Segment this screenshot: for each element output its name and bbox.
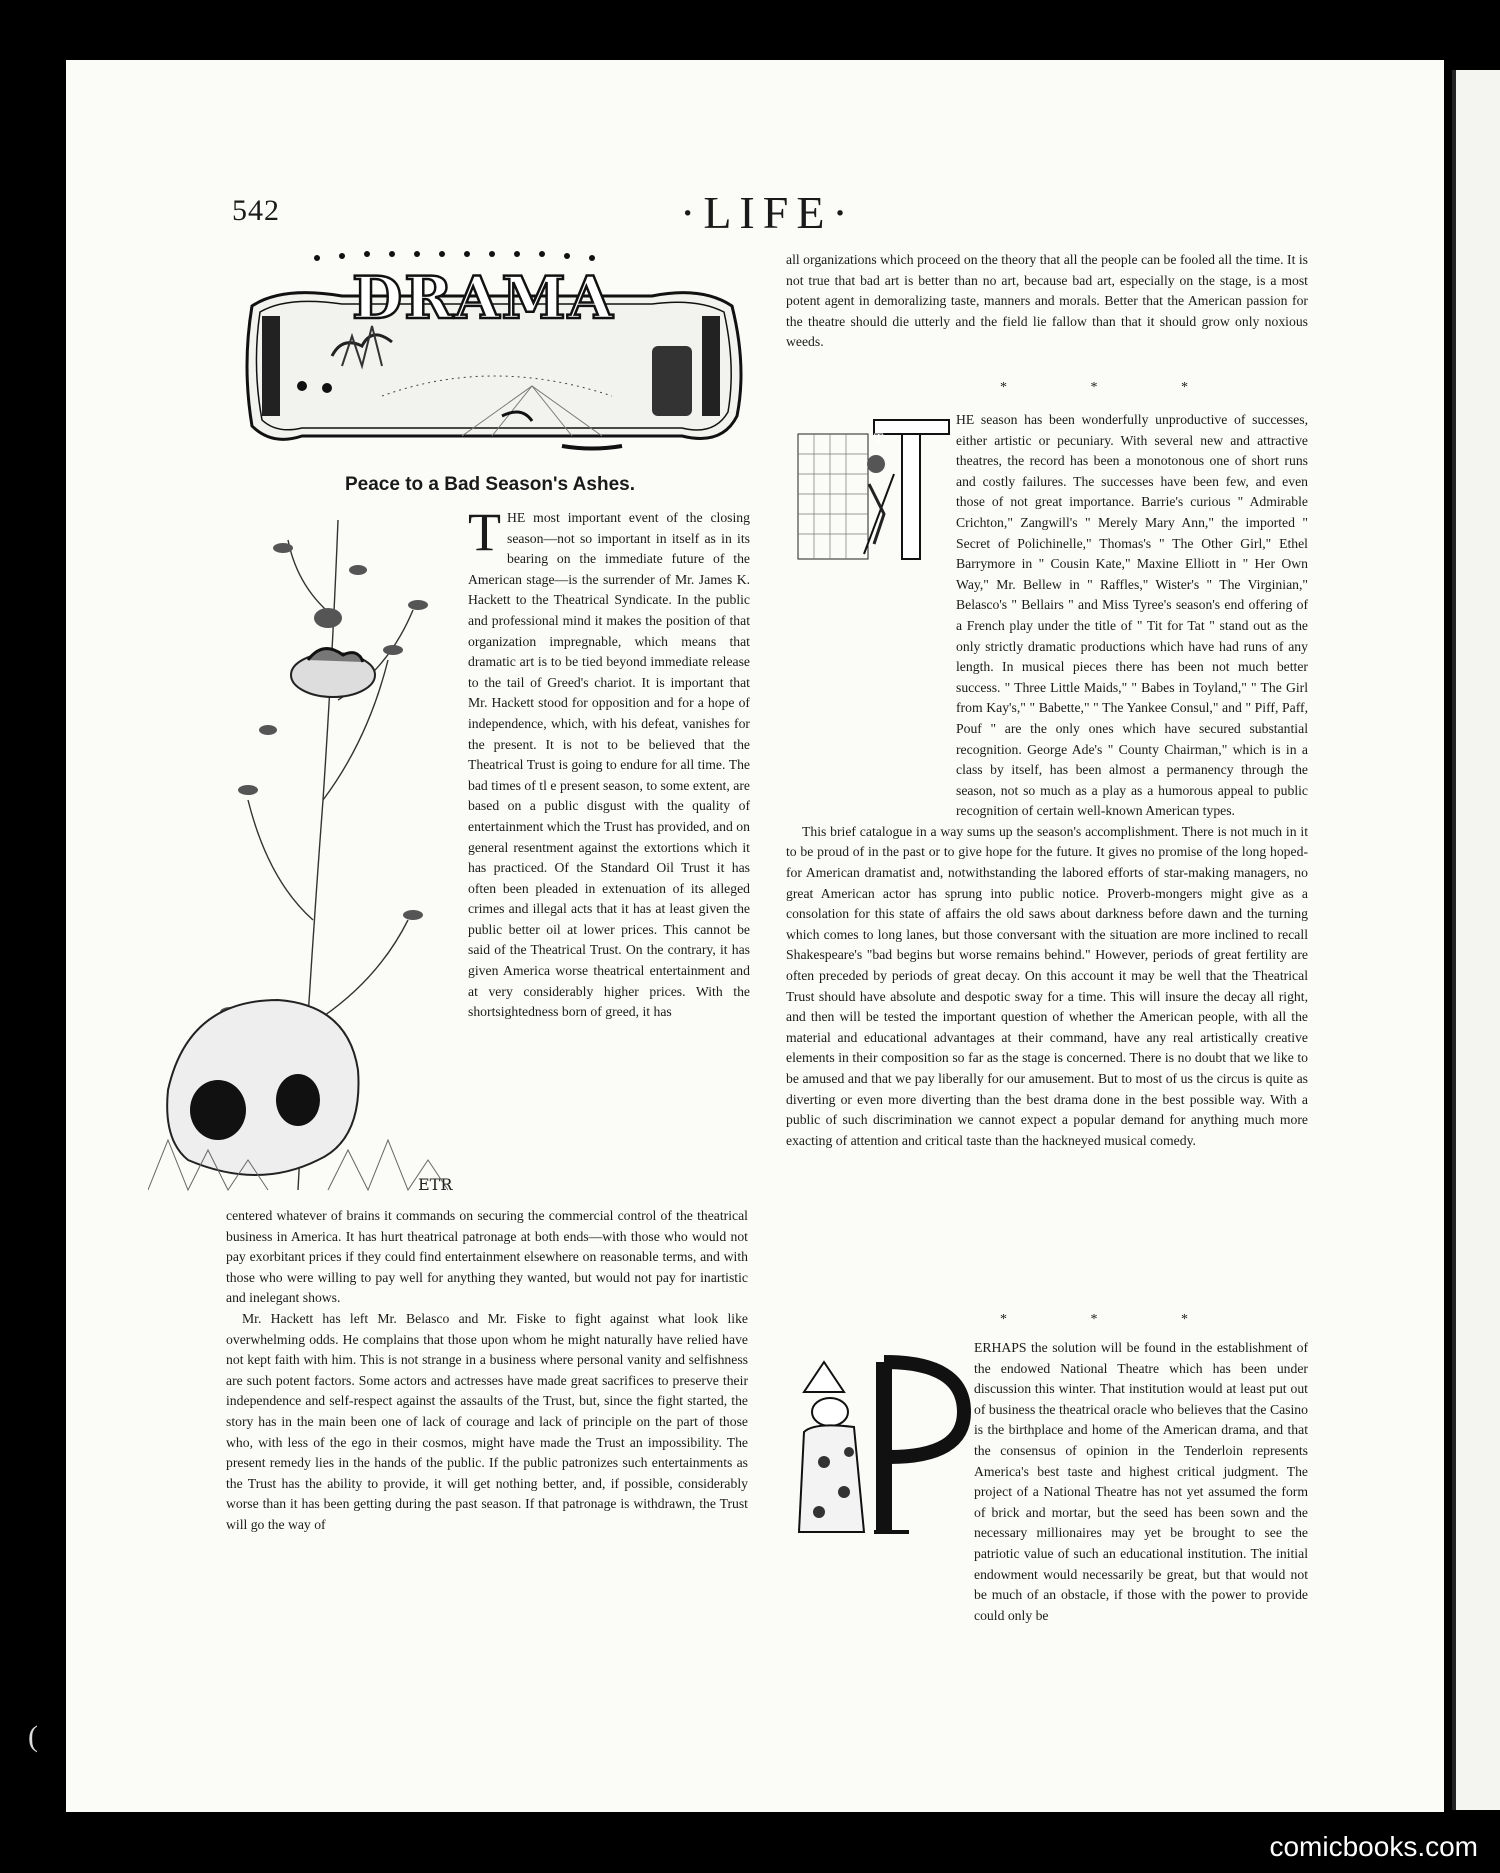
article-column-right-top (786, 250, 1308, 353)
page-number: 542 (232, 194, 280, 227)
drama-title: DRAMA (352, 264, 615, 332)
article-column-right-bottom (786, 1338, 1308, 1626)
watermark: comicbooks.com (1269, 1831, 1478, 1862)
article-paragraph: HE season has been wonderfully unproductive of successes, either artistic or pecuniary. With several new and attractive theatres, the record has been a monotonous one of short runs and costly failures. The successes have been few, and even those of not great importance. Barrie's curious " Admirable Crichton," Zangwill's " Merely Mary Ann," the imported " Secret of Polichinelle," Thomas's " The Other Girl," Ethel Barrymore in " Cousin Kate," Maxine Elliott in " Her Own Way," Mr. Bellew in " Raffles," Wister's " The Virginian," Belasco's " Bellairs " and Miss Tyree's season's end offering of a French play under the title of " Tit for Tat " stand out as the only strictly dramatic productions which have had runs of any length. In musical pieces there has been not much better success. " Three Little Maids," " Babes in Toyland," " The Girl from Kay's," " Babette," " The Yankee Consul," and " Piff, Paff, Pouf " are the only ones which have secured substantial recognition. George Ade's " County Chairman," which is in a class by itself, has been almost a permanency through the season, not so much as a play as a humorous appeal to public recognition of certain well-known American types. (956, 412, 1308, 819)
article-paragraph: This brief catalogue in a way sums up the season's accomplishment. There is not much in it to be proud of in the past or to give hope for the future. It gives no promise of the long hoped-for American dramatist and, notwithstanding the labored efforts of star-making managers, no great American actor has sprung into public notice. Proverb-mongers might give as a consolation for this state of affairs the old saws about darkness before dawn and the turning which comes to long lanes, but those conversant with the situation are more inclined to recall Shakespeare's "bad begins but worse remains behind." However, periods of great fertility are often preceded by periods of great decay. On this account it may be well that the Theatrical Trust should have absolute and despotic sway for a time. This will insure the decay all right, and then will be tested the important question of whether the American people, with all the material and educational advantages at their command, have any real artistically creative elements in their composition so far as the stage is concerned. There is no doubt that we like to be amused and that we pay liberally for our amusement. But to most of us the circus is quite as diverting or even more diverting than the best drama done in the best possible way. With a public of such discrimination we cannot expect a popular demand for anything much more exacting of attention and critical taste than the hackneyed musical comedy. (786, 823, 1308, 1148)
drop-cap-letter: T (468, 502, 501, 562)
article-paragraph: Mr. Hackett has left Mr. Belasco and Mr. Fiske to fight against what look like overwhelming odds. He complains that those upon whom he might naturally have relied have not kept faith with him. This is not strange in a business where personal vanity and selfishness are such potent factors. Some actors and actresses have made great sacrifices to preserve their independence and self-respect against the assaults of the Trust, but, since the fight started, the story has in the main been one of lack of courage and lack of principle on the part of those who, with less of the ego in their cosmos, might have made the Trust an impossibility. The present remedy lies in the hands of the public. If the public patronizes such entertainments as the Trust has the ability to provide, it will get nothing better, and, if possible, considerably worse than it has been getting during the past season. If that patronage is withdrawn, the Trust will go the way of (226, 1310, 748, 1532)
nest-skull-illustration (148, 500, 458, 1200)
article-paragraph: all organizations which proceed on the theory that all the people can be fooled all the time. It is not true that bad art is better than no art, because bad art, especially on the stage, is a most potent agent in demoralizing taste, manners and morals. Better that the American passion for the theatre should die utterly and the field lie fallow than that it should grow only noxious weeds. (786, 252, 1308, 350)
masthead-title: ·LIFE· (680, 187, 856, 238)
article-column-left-top (468, 502, 750, 1023)
margin-pencil-mark: ( (28, 1720, 38, 1753)
section-divider: * * * (1000, 380, 1228, 395)
adjacent-page-edge (1452, 70, 1500, 1810)
drama-header-illustration (232, 246, 752, 474)
article-paragraph: ERHAPS the solution will be found in the establishment of the endowed National Theatre which has been under discussion this winter. That institution would at least put out of business the theatrical oracle who believes that the Casino is the birthplace and home of the American drama, and that the consensus of opinion in the Tenderloin represents America's best taste and highest critical judgment. The project of a National Theatre has not yet assumed the form of brick and mortar, but the seed has been sown and the necessary millionaires may yet be brought to see the patriotic value of such an educational institution. The initial endowment would necessarily be great, but that would not be much of an obstacle, if those with the power to provide could only be (974, 1340, 1308, 1623)
article-headline: Peace to a Bad Season's Ashes. (344, 474, 635, 495)
article-column-left-bottom (226, 1206, 748, 1536)
illustrator-signature: ETR (418, 1175, 453, 1194)
article-paragraph: centered whatever of brains it commands on securing the commercial control of the theatrical business in America. It has hurt theatrical patronage at both ends—with those who would not pay exorbitant prices if they could find entertainment elsewhere on reasonable terms, and with those who were willing to pay well for anything they wanted, but would not pay for inartistic and inelegant shows. (226, 1208, 748, 1306)
article-opening-paragraph: THE most important event of the closing season—not so important in itself as in its bearing on the immediate future of the American stage—is the surrender of Mr. James K. Hackett to the Theatrical Syndicate. In the public and professional mind it makes the position of that organization impregnable, which means that dramatic art is to be tied beyond immediate release to the tail of Greed's chariot. It is important that Mr. Hackett stood for opposition and for a hope of independence, which, with his defeat, vanishes for the present. It is not to be believed that the Theatrical Trust is going to endure for all time. The bad times of tl e present season, to some extent, are based on a public disgust with the quality of entertainment which the Trust has provided, and on general resentment against the extortions which it has practiced. Of the Standard Oil Trust it has often been pleaded in extenuation of its alleged crimes and illegal acts that it has at least given the public better oil at lower prices. This cannot be said of the Theatrical Trust. On the contrary, it has given America worse theatrical entertainment and at very considerably higher prices. With the shortsightedness born of greed, it has (468, 502, 750, 1020)
section-divider: * * * (1000, 1312, 1228, 1327)
article-column-right-middle (786, 410, 1308, 1151)
initial-t-letter: T (874, 432, 884, 448)
